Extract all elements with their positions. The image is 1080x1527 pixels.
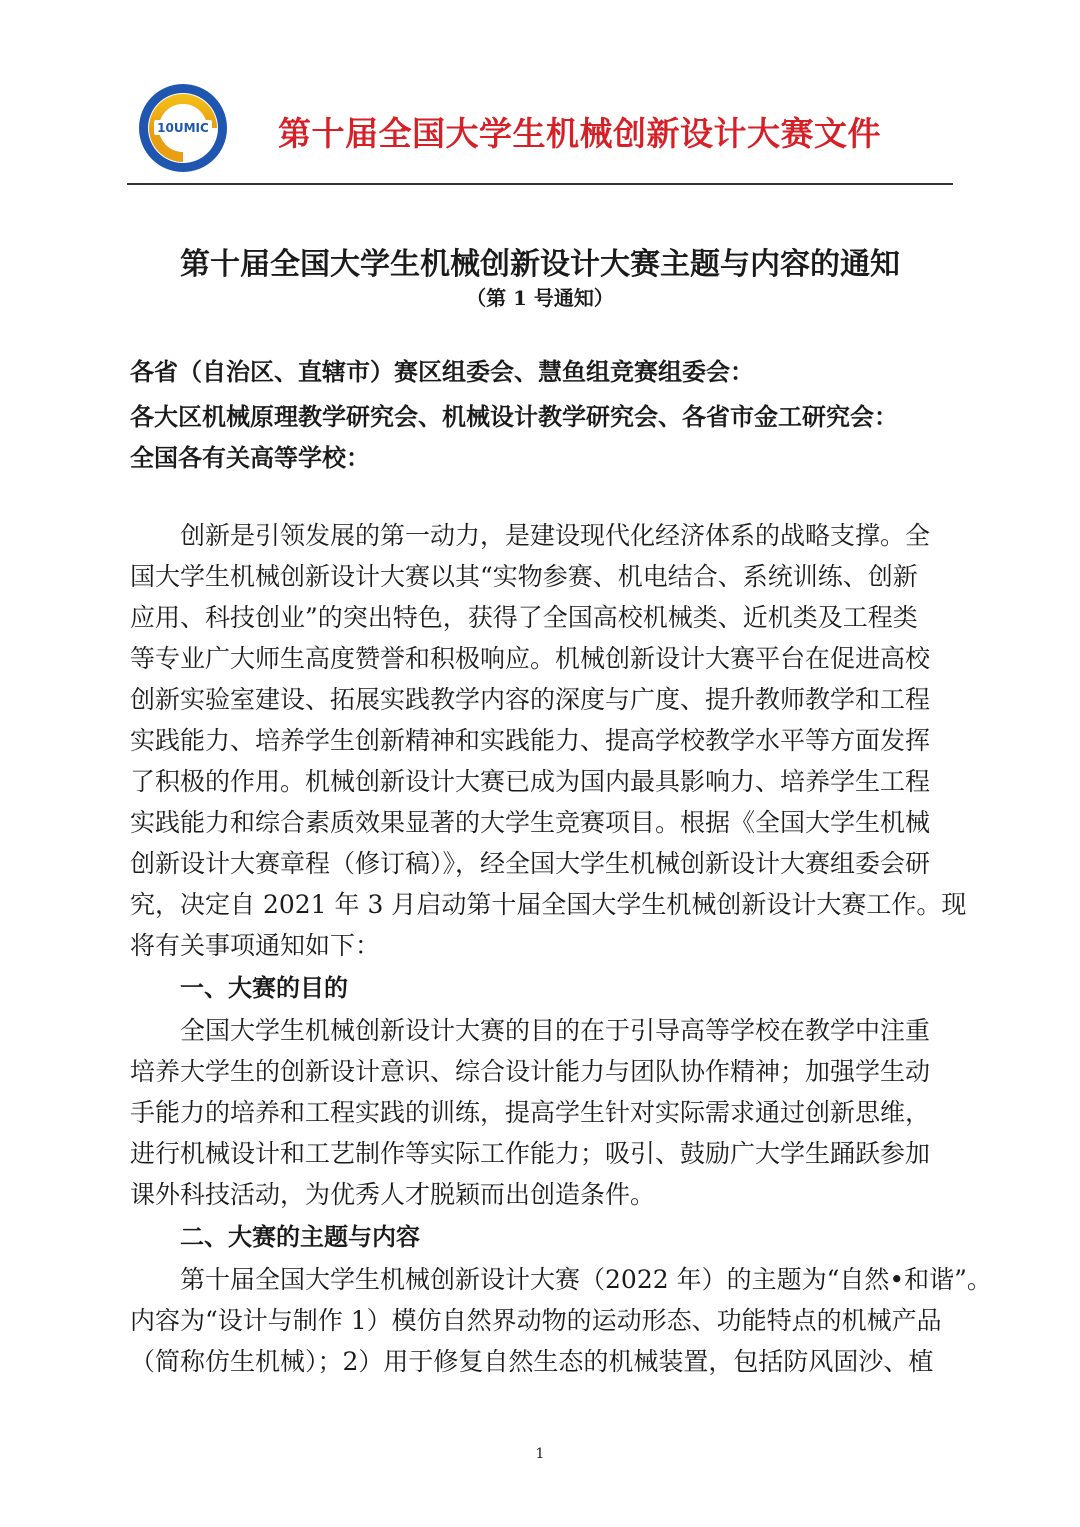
competition-logo — [137, 82, 229, 174]
section1-line: 全国大学生机械创新设计大赛的目的在于引导高等学校在教学中注重 — [180, 1016, 931, 1045]
logo-text: 10UMIC — [157, 121, 209, 135]
intro-line: 究，决定自 2021 年 3 月启动第十届全国大学生机械创新设计大赛工作。现 — [130, 890, 967, 919]
intro-line: 等专业广大师生高度赞誉和积极响应。机械创新设计大赛平台在促进高校 — [130, 644, 931, 673]
intro-line: 国大学生机械创新设计大赛以其“实物参赛、机电结合、系统训练、创新 — [130, 562, 918, 591]
intro-line: 创新设计大赛章程（修订稿）》，经全国大学生机械创新设计大赛组委会研 — [130, 849, 931, 878]
header-title: 第十届全国大学生机械创新设计大赛文件 — [278, 114, 881, 153]
intro-line: 应用、科技创业”的突出特色，获得了全国高校机械类、近机类及工程类 — [130, 603, 918, 632]
intro-line: 了积极的作用。机械创新设计大赛已成为国内最具影响力、培养学生工程 — [130, 767, 931, 796]
section1-line: 手能力的培养和工程实践的训练，提高学生针对实际需求通过创新思维， — [130, 1098, 931, 1127]
section2-line: （简称仿生机械）；2）用于修复自然生态的机械装置，包括防风固沙、植 — [130, 1347, 934, 1376]
document-title: 第十届全国大学生机械创新设计大赛主题与内容的通知 — [180, 247, 900, 282]
section1-line: 课外科技活动，为优秀人才脱颖而出创造条件。 — [130, 1180, 656, 1209]
addressee-line: 各大区机械原理教学研究会、机械设计教学研究会、各省市金工研究会： — [130, 403, 898, 431]
section-heading-theme: 二、大赛的主题与内容 — [180, 1223, 420, 1251]
header-divider — [127, 183, 953, 185]
page-number: 1 — [535, 1446, 545, 1462]
addressee-line: 各省（自治区、直辖市）赛区组委会、慧鱼组竞赛组委会： — [130, 358, 754, 386]
section1-line: 培养大学生的创新设计意识、综合设计能力与团队协作精神；加强学生动 — [130, 1057, 931, 1086]
intro-line: 创新实验室建设、拓展实践教学内容的深度与广度、提升教师教学和工程 — [130, 685, 931, 714]
section2-line: 内容为“设计与制作 1）模仿自然界动物的运动形态、功能特点的机械产品 — [130, 1306, 942, 1335]
document-header — [127, 82, 953, 186]
intro-line: 实践能力、培养学生创新精神和实践能力、提高学校教学水平等方面发挥 — [130, 726, 931, 755]
intro-line: 将有关事项通知如下： — [130, 931, 381, 960]
intro-line: 创新是引领发展的第一动力，是建设现代化经济体系的战略支撑。全 — [180, 521, 931, 550]
addressee-line: 全国各有关高等学校： — [130, 444, 370, 472]
section1-line: 进行机械设计和工艺制作等实际工作能力；吸引、鼓励广大学生踊跃参加 — [130, 1139, 931, 1168]
section2-line: 第十届全国大学生机械创新设计大赛（2022 年）的主题为“自然•和谐”。 — [180, 1265, 992, 1294]
intro-line: 实践能力和综合素质效果显著的大学生竞赛项目。根据《全国大学生机械 — [130, 808, 931, 837]
section-heading-purpose: 一、大赛的目的 — [180, 974, 348, 1002]
document-subtitle: （第 1 号通知） — [466, 286, 614, 310]
